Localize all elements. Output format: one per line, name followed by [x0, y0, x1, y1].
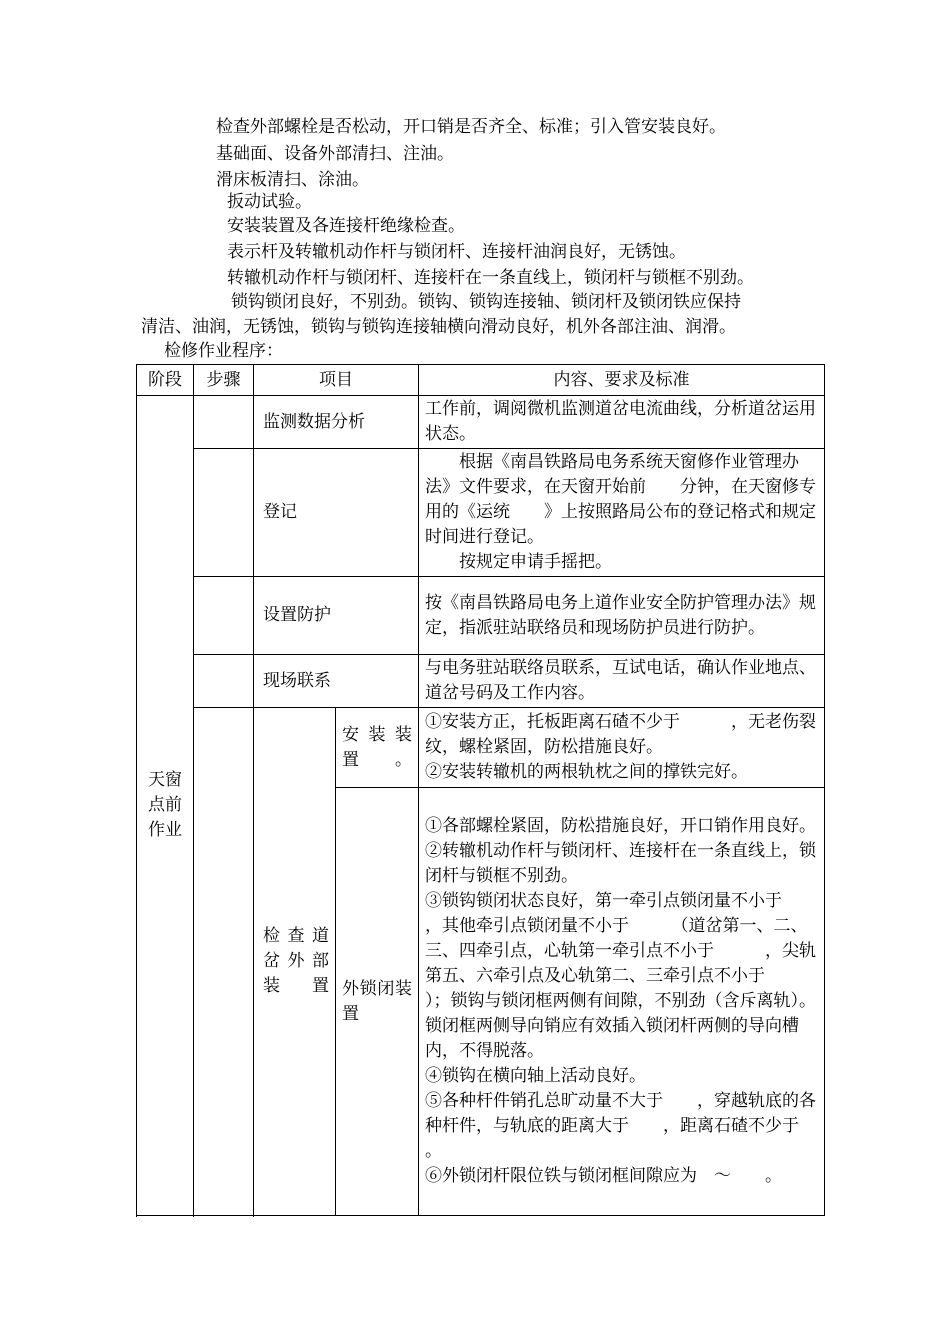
intro-line-4: 扳动试验。: [227, 192, 312, 212]
intro-line-7: 转辙机动作杆与锁闭杆、连接杆在一条直线上，锁闭杆与锁框不别劲。: [227, 268, 754, 288]
content-cell: 按《南昌铁路局电务上道作业安全防护管理办法》规定，指派驻站联络员和现场防护员进行防护。: [419, 577, 825, 655]
intro-line-2: 基础面、设备外部清扫、注油。: [216, 144, 454, 164]
step-cell: [194, 449, 254, 577]
step-cell: [194, 655, 254, 708]
procedure-table: [136, 364, 850, 1216]
header-step: 步骤: [194, 365, 254, 396]
step-cell: [194, 396, 254, 449]
table-row: [137, 577, 825, 655]
table-header-row: [137, 365, 825, 396]
content-line: ⑤各种杆件销孔总旷动量不大于 ，穿越轨底的各种杆件，与轨底的距离大于 ，距离石碴不少于 。: [425, 1091, 850, 1161]
content-line: ①各部螺栓紧固，防松措施良好，开口销作用良好。: [425, 816, 816, 836]
intro-line-8: 锁钩锁闭良好，不别劲。锁钩、锁钩连接轴、锁闭杆及锁闭铁应保持: [231, 292, 741, 312]
item-cell: 检查道岔外部装置: [254, 708, 336, 1216]
table-row: [137, 449, 825, 577]
item-cell: 监测数据分析: [254, 396, 419, 449]
content-line: ③锁钩锁闭状态良好，第一牵引点锁闭量不小于 ，其他牵引点锁闭量不小于 （道岔第一、二、三、四牵引点，心轨第一牵引点不小于 ，尖轨第五、六牵引点及心轨第二、三牵引点不小于 ）；锁钩与锁闭框两侧有间隙，不别劲（含斥离轨）。锁闭框两侧导向销应有效插入锁闭杆两侧的导向槽内，不得脱落。: [425, 891, 833, 1061]
item-cell: 设置防护: [254, 577, 419, 655]
step-cell: [194, 577, 254, 655]
content-line: ⑥外锁闭杆限位铁与锁闭框间隙应为 ～ 。: [425, 1166, 782, 1186]
intro-line-9: 清洁、油润，无锈蚀，锁钩与锁钩连接轴横向滑动良好，机外各部注油、润滑。: [141, 317, 736, 337]
intro-line-3: 滑床板清扫、涂油。: [216, 170, 369, 190]
content-cell: 与电务驻站联络员联系，互试电话，确认作业地点、道岔号码及工作内容。: [419, 655, 825, 708]
step-cell: [194, 708, 254, 1216]
table-row: [137, 396, 825, 449]
item-cell: 登记: [254, 449, 419, 577]
content-line: ②转辙机动作杆与锁闭杆、连接杆在一条直线上，锁闭杆与锁框不别劲。: [425, 841, 816, 886]
header-content: 内容、要求及标准: [419, 365, 825, 396]
content-paragraph: 按规定申请手摇把。: [459, 552, 612, 572]
sub-item-cell: 外锁闭装置: [336, 788, 419, 1216]
intro-line-1: 检查外部螺栓是否松动，开口销是否齐全、标准；引入管安装良好。: [216, 117, 726, 137]
table-row: [137, 655, 825, 708]
header-item: 项目: [254, 365, 419, 396]
content-cell: 工作前，调阅微机监测道岔电流曲线，分析道岔运用状态。: [419, 396, 825, 449]
content-cell: [419, 449, 825, 577]
content-paragraph: 根据《南昌铁路局电务系统天窗修作业管理办法》文件要求，在天窗开始前 分钟，在天窗修专用的《运统 》上按照路局公布的登记格式和规定时间进行登记。: [425, 452, 816, 547]
content-line: ④锁钩在横向轴上活动良好。: [425, 1066, 646, 1086]
table-row: [137, 708, 825, 788]
content-line: ①安装方正，托板距离石碴不少于 ，无老伤裂纹，螺栓紧固，防松措施良好。: [425, 712, 816, 757]
section-heading: 检修作业程序：: [164, 341, 283, 361]
item-cell: 现场联系: [254, 655, 419, 708]
content-cell: [419, 788, 850, 1216]
header-stage: 阶段: [137, 365, 194, 396]
sub-item-cell: 安装装置。: [336, 708, 419, 788]
content-line: ②安装转辙机的两根轨枕之间的撑铁完好。: [425, 762, 748, 782]
intro-line-5: 安装装置及各连接杆绝缘检查。: [227, 216, 465, 236]
stage-cell: 天窗点前作业: [137, 396, 194, 1216]
intro-line-6: 表示杆及转辙机动作杆与锁闭杆、连接杆油润良好，无锈蚀。: [227, 242, 686, 262]
content-cell: [419, 708, 825, 788]
